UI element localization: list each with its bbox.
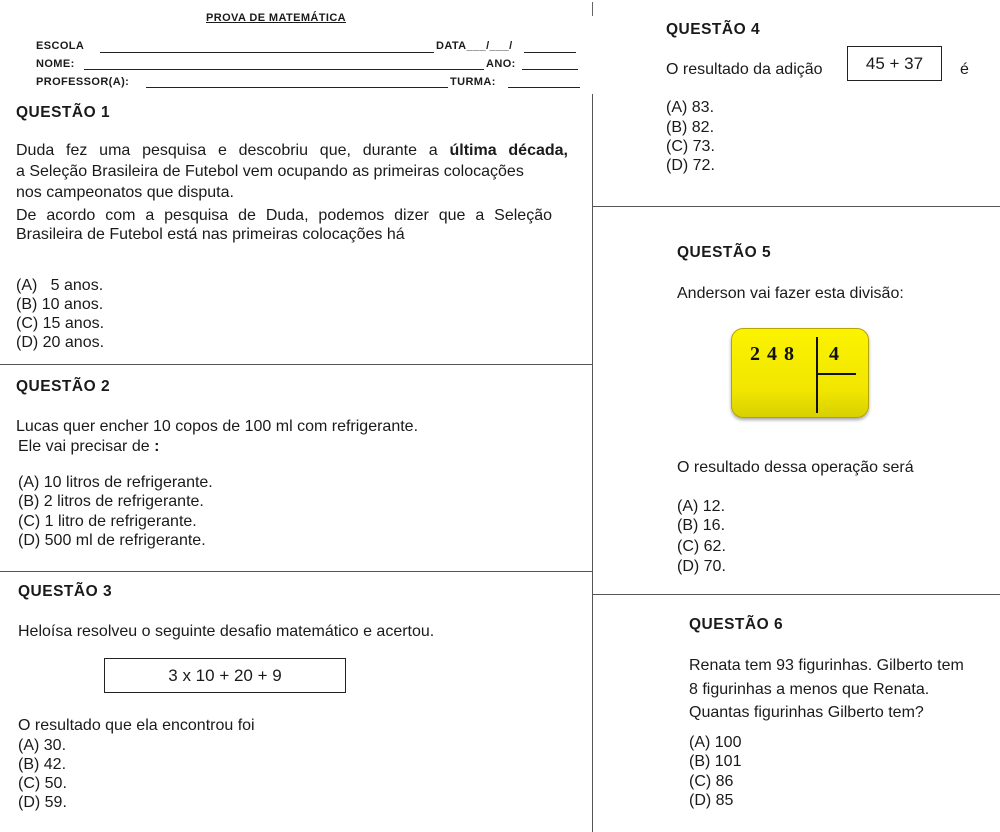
question-3-option-a[interactable]: (A) 30. — [18, 737, 67, 754]
question-6-option-d[interactable]: (D) 85 — [689, 792, 734, 809]
column-divider-top — [592, 2, 593, 16]
nome-field-line[interactable] — [84, 69, 484, 70]
nome-label: NOME: — [36, 58, 75, 70]
question-6-option-b[interactable]: (B) 101 — [689, 753, 742, 770]
professor-label: PROFESSOR(A): — [36, 76, 130, 88]
question-3-expression-box: 3 x 10 + 20 + 9 — [104, 658, 346, 693]
question-3-option-b[interactable]: (B) 42. — [18, 756, 67, 773]
data-label: DATA___/___/ — [436, 40, 513, 52]
question-4-line-1: O resultado da adição — [666, 61, 823, 78]
question-4-option-c[interactable]: (C) 73. — [666, 138, 715, 155]
question-1-line-2: a Seleção Brasileira de Futebol vem ocupando as primeiras colocações — [16, 163, 524, 180]
question-2-option-b[interactable]: (B) 2 litros de refrigerante. — [18, 493, 204, 510]
division-illustration — [731, 328, 869, 418]
escola-field-line[interactable] — [100, 52, 434, 53]
question-6-option-a[interactable]: (A) 100 — [689, 734, 742, 751]
question-2-colon: : — [154, 438, 160, 455]
question-3-line-1: Heloísa resolveu o seguinte desafio matemático e acertou. — [18, 623, 435, 640]
question-5-option-a[interactable]: (A) 12. — [677, 498, 726, 515]
question-2-line-2-text: Ele vai precisar de — [18, 438, 155, 455]
question-2-option-c[interactable]: (C) 1 litro de refrigerante. — [18, 513, 197, 530]
divider-q1-q2 — [0, 364, 592, 365]
question-1-option-b[interactable]: (B) 10 anos. — [16, 296, 104, 313]
question-1-line-1 — [16, 141, 568, 160]
question-2-option-a[interactable]: (A) 10 litros de refrigerante. — [18, 474, 213, 491]
question-1-option-c[interactable]: (C) 15 anos. — [16, 315, 105, 332]
question-2-line-1: Lucas quer encher 10 copos de 100 ml com refrigerante. — [16, 418, 419, 435]
question-4-option-d[interactable]: (D) 72. — [666, 157, 715, 174]
exam-title: PROVA DE MATEMÁTICA — [206, 12, 347, 24]
question-1-line-3: nos campeonatos que disputa. — [16, 184, 234, 201]
question-2-title: QUESTÃO 2 — [16, 378, 111, 395]
question-6-line-3: Quantas figurinhas Gilberto tem? — [689, 704, 924, 721]
question-4-title: QUESTÃO 4 — [666, 21, 761, 38]
question-2-line-2 — [18, 437, 159, 456]
question-6-line-1: Renata tem 93 figurinhas. Gilberto tem — [689, 657, 964, 674]
question-4-option-b[interactable]: (B) 82. — [666, 119, 715, 136]
turma-label: TURMA: — [450, 76, 496, 88]
ano-label: ANO: — [486, 58, 516, 70]
question-1-option-d[interactable]: (D) 20 anos. — [16, 334, 105, 351]
question-3-option-d[interactable]: (D) 59. — [18, 794, 67, 811]
question-1-line-1-text: Duda fez uma pesquisa e descobriu que, durante a — [16, 142, 450, 159]
column-divider — [592, 94, 593, 832]
division-divisor: 4 — [829, 343, 839, 365]
question-5-option-c[interactable]: (C) 62. — [677, 538, 726, 555]
divider-q5-q6 — [592, 594, 1000, 595]
question-6-line-2: 8 figurinhas a menos que Renata. — [689, 681, 930, 698]
divider-q4-q5 — [592, 206, 1000, 207]
question-5-title: QUESTÃO 5 — [677, 244, 772, 261]
question-4-expression-box: 45 + 37 — [847, 46, 942, 81]
question-3-line-2: O resultado que ela encontrou foi — [18, 717, 255, 734]
ano-field-line[interactable] — [522, 69, 578, 70]
division-vertical-bar — [816, 337, 818, 413]
division-horizontal-bar — [816, 373, 856, 375]
question-3-title: QUESTÃO 3 — [18, 583, 113, 600]
question-5-line-1: Anderson vai fazer esta divisão: — [677, 285, 904, 302]
question-4-suffix: é — [960, 61, 969, 78]
question-4-option-a[interactable]: (A) 83. — [666, 99, 715, 116]
question-1-emphasis: última década, — [449, 142, 568, 159]
data-field-line[interactable] — [524, 52, 576, 53]
question-2-option-d[interactable]: (D) 500 ml de refrigerante. — [18, 532, 206, 549]
question-6-option-c[interactable]: (C) 86 — [689, 773, 734, 790]
professor-field-line[interactable] — [146, 87, 448, 88]
question-5-option-b[interactable]: (B) 16. — [677, 517, 726, 534]
question-1-title: QUESTÃO 1 — [16, 104, 111, 121]
question-1-option-a[interactable]: (A) 5 anos. — [16, 277, 104, 294]
question-1-line-4: De acordo com a pesquisa de Duda, podemos dizer que a Seleção — [16, 207, 552, 224]
turma-field-line[interactable] — [508, 87, 580, 88]
question-6-title: QUESTÃO 6 — [689, 616, 784, 633]
question-3-option-c[interactable]: (C) 50. — [18, 775, 67, 792]
question-5-option-d[interactable]: (D) 70. — [677, 558, 726, 575]
question-1-line-5: Brasileira de Futebol está nas primeiras colocações há — [16, 226, 405, 243]
question-5-line-2: O resultado dessa operação será — [677, 459, 914, 476]
division-dividend: 2 4 8 — [750, 343, 795, 365]
escola-label: ESCOLA — [36, 40, 85, 52]
divider-q2-q3 — [0, 571, 592, 572]
